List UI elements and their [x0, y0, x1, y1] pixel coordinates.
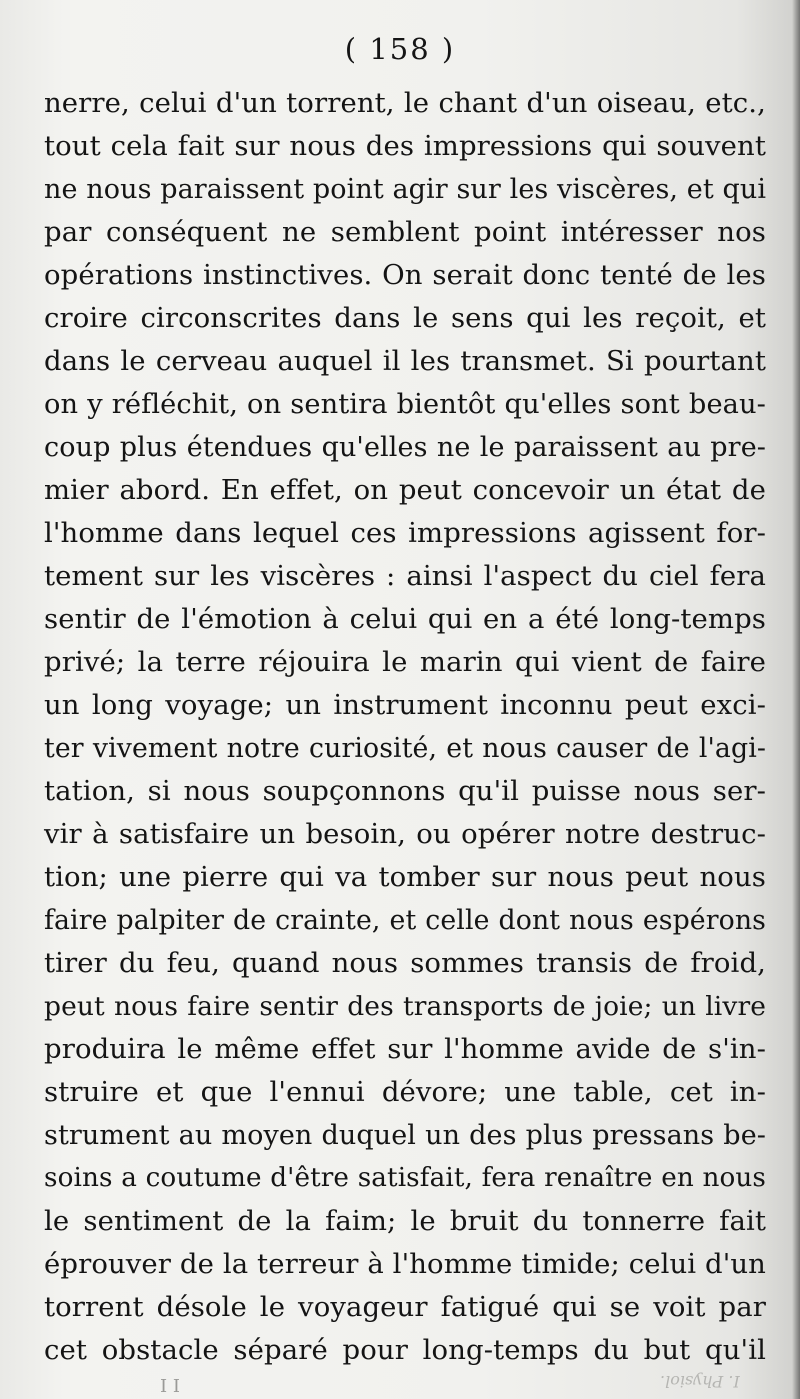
text-line: strument au moyen duquel un des plus pressans be-: [44, 1120, 766, 1151]
text-line: ne nous paraissent point agir sur les viscères, et qui: [44, 174, 767, 205]
text-line: coup plus étendues qu'elles ne le paraissent au pre-: [44, 432, 766, 463]
text-line: mier abord. En effet, on peut concevoir un état de: [44, 474, 766, 506]
text-line: torrent désole le voyageur fatigué qui se voit par: [44, 1291, 766, 1323]
text-line: struire et que l'ennui dévore; une table, cet in-: [44, 1076, 766, 1108]
text-line: produira le même effet sur l'homme avide de s'in-: [44, 1033, 766, 1065]
text-line: le sentiment de la faim; le bruit du tonnerre fait: [44, 1205, 766, 1237]
body-text: [44, 82, 766, 1372]
text-line: sentir de l'émotion à celui qui en a été long-temps: [44, 603, 766, 635]
text-line: par conséquent ne semblent point intéresser nos: [44, 216, 766, 248]
text-line: éprouver de la terreur à l'homme timide; celui d'un: [44, 1248, 766, 1280]
text-line: croire circonscrites dans le sens qui les reçoit, et: [44, 302, 766, 334]
text-line: tirer du feu, quand nous sommes transis de froid,: [44, 947, 766, 979]
signature-mark: I I: [160, 1376, 180, 1397]
page-number-header: ( 158 ): [344, 32, 456, 66]
text-line: tion; une pierre qui va tomber sur nous peut nous: [44, 861, 766, 893]
text-line: l'homme dans lequel ces impressions agissent for-: [44, 517, 766, 549]
text-line: soins a coutume d'être satisfait, fera renaître en nous: [44, 1163, 766, 1193]
text-line: tement sur les viscères : ainsi l'aspect du ciel fera: [44, 560, 766, 592]
text-line: peut nous faire sentir des transports de joie; un livre: [44, 991, 766, 1022]
text-line: un long voyage; un instrument inconnu peut exci-: [44, 689, 766, 721]
text-line: vir à satisfaire un besoin, ou opérer notre destruc-: [44, 818, 766, 850]
text-line: on y réfléchit, on sentira bientôt qu'elles sont beau-: [44, 389, 766, 420]
text-line: tout cela fait sur nous des impressions qui souvent: [44, 130, 766, 162]
page-shadow-edge: [792, 0, 800, 1399]
text-line: faire palpiter de crainte, et celle dont nous espérons: [44, 905, 766, 936]
text-line: tation, si nous soupçonnons qu'il puisse nous ser-: [44, 775, 766, 807]
text-line: opérations instinctives. On serait donc tenté de les: [44, 259, 766, 291]
text-line: ter vivement notre curiosité, et nous causer de l'agi-: [44, 733, 766, 764]
bleed-through-text: I. Physiol.: [660, 1372, 740, 1391]
page-footer: [0, 1370, 800, 1399]
text-line: nerre, celui d'un torrent, le chant d'un oiseau, etc.,: [44, 87, 766, 119]
text-line: privé; la terre réjouira le marin qui vient de faire: [44, 646, 766, 678]
text-line: dans le cerveau auquel il les transmet. Si pourtant: [44, 345, 766, 377]
text-line: cet obstacle séparé pour long-temps du but qu'il: [44, 1334, 766, 1366]
